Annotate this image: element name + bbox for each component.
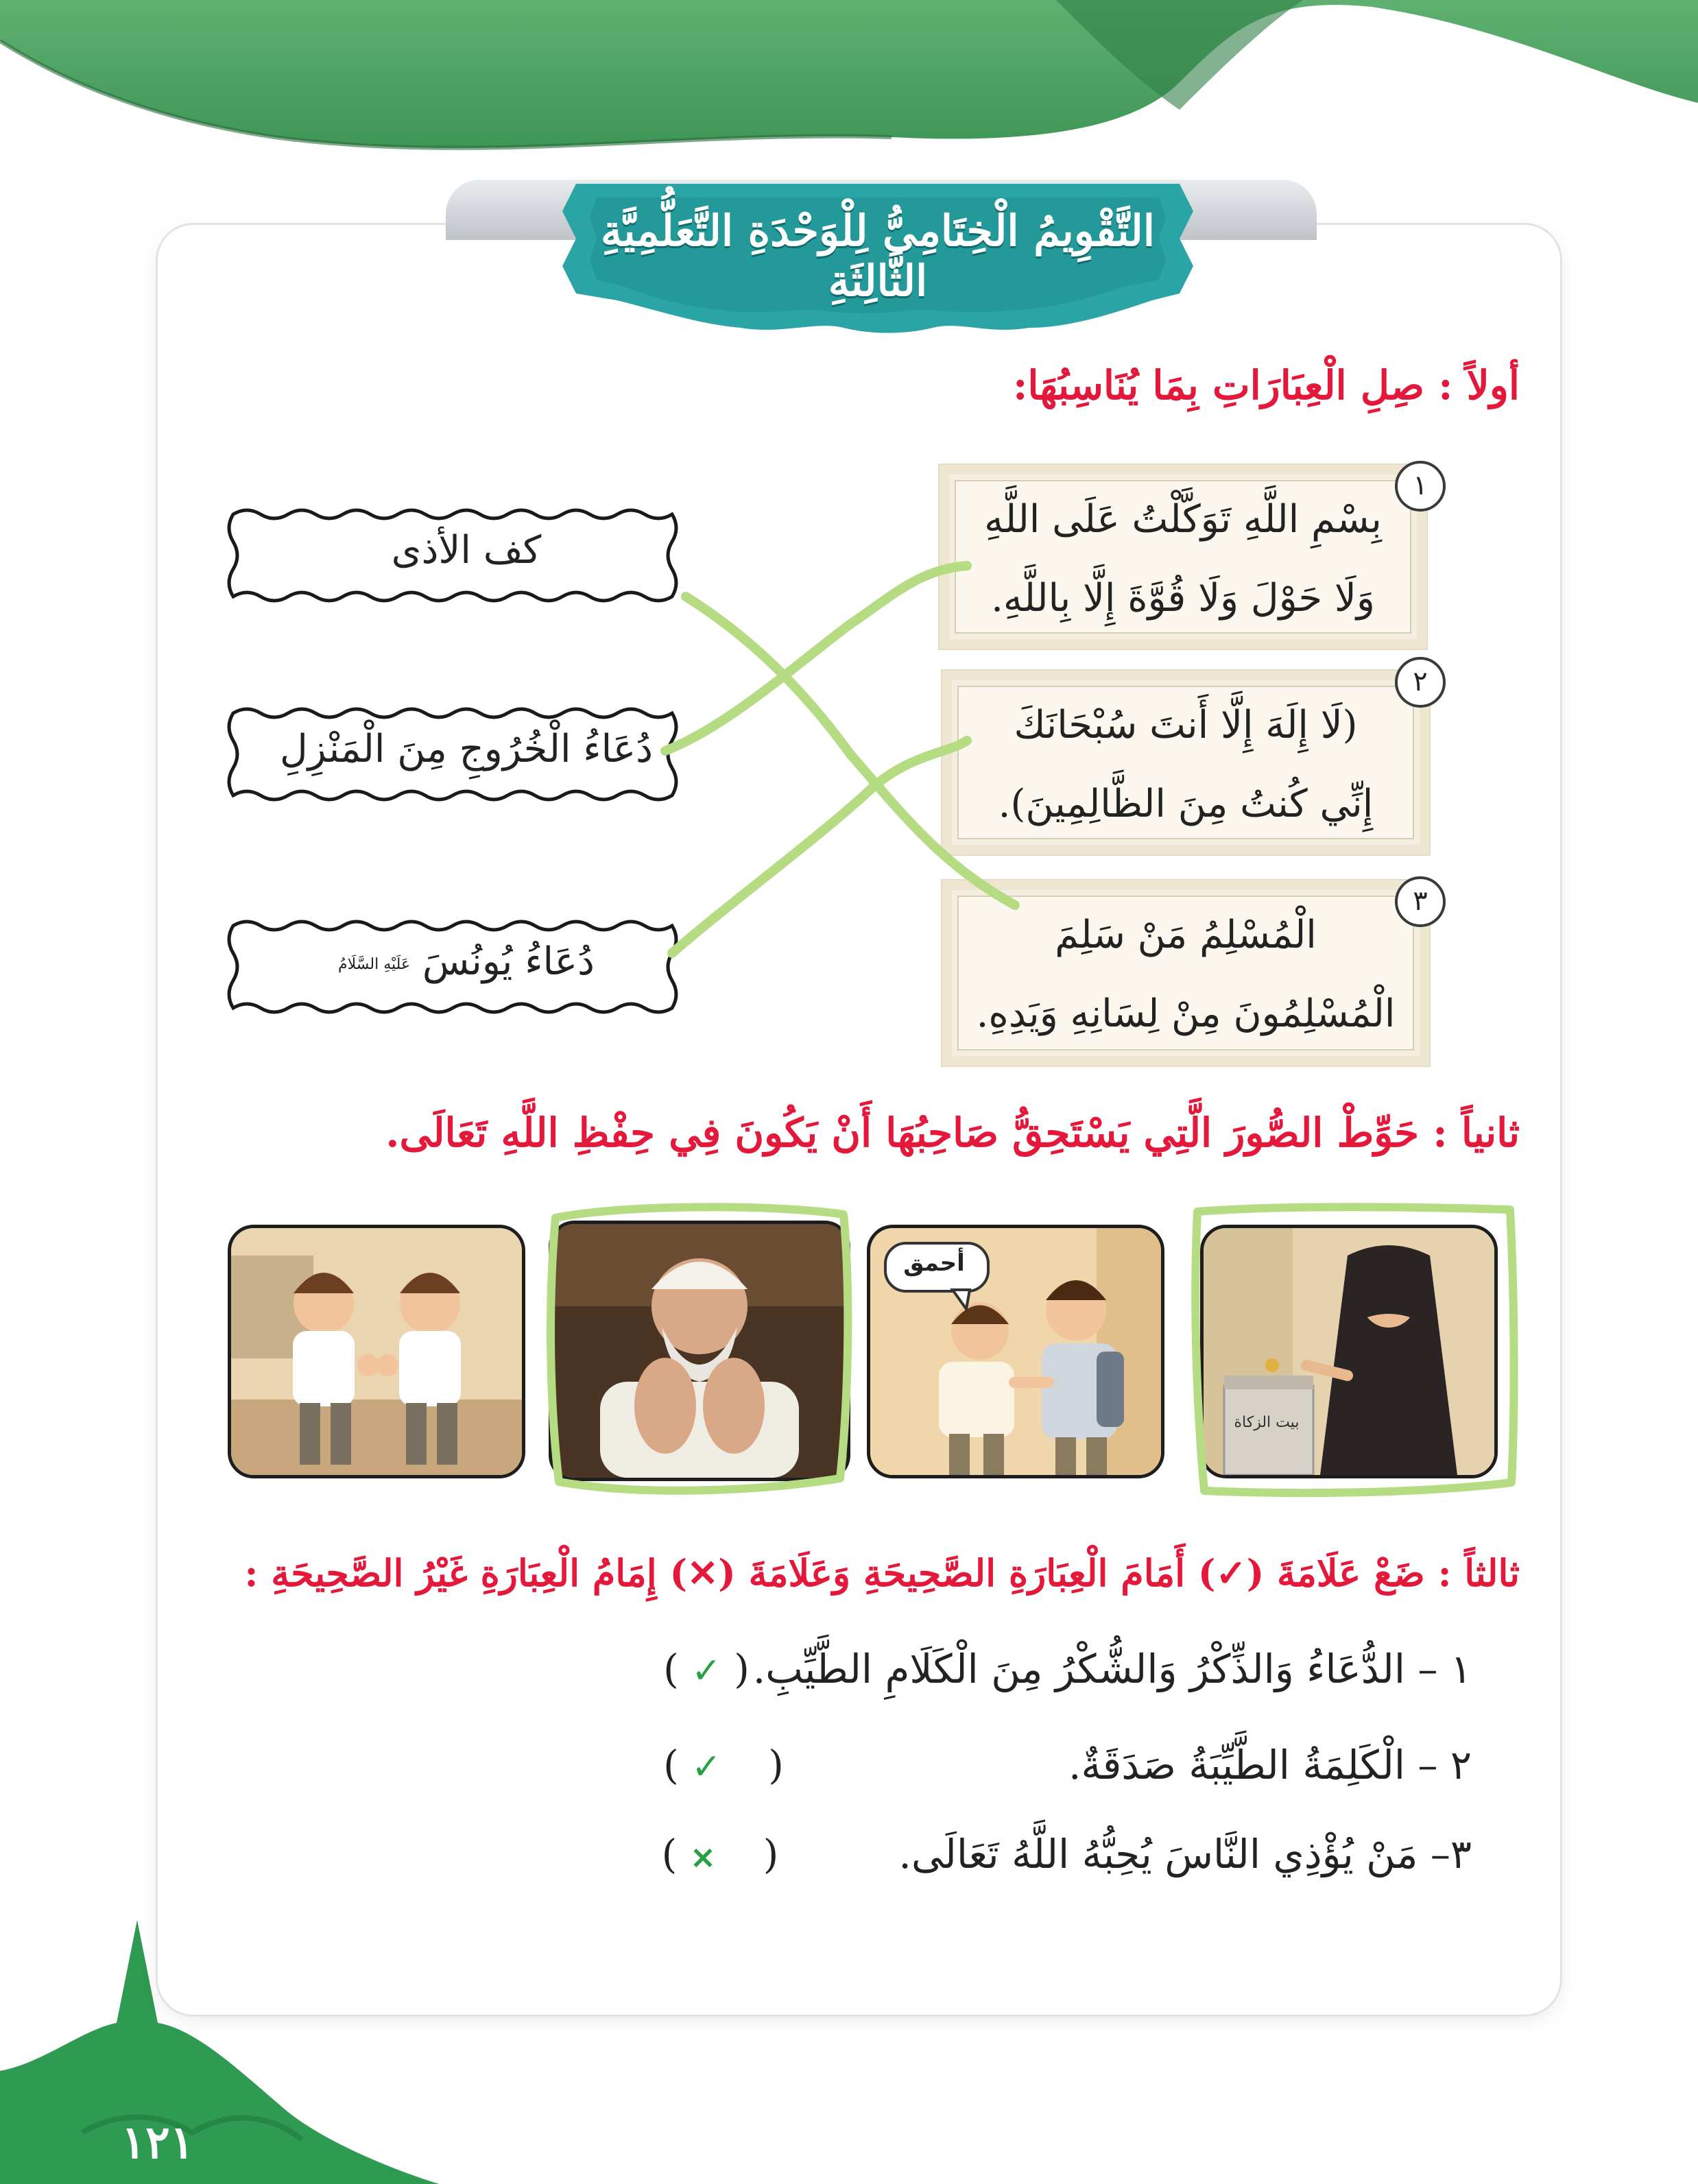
check-mark-1: ✓ xyxy=(691,1651,721,1692)
answer-1-text: كف الأذى xyxy=(391,528,542,573)
phrase-2-line-2: إِنِّي كُنتُ مِنَ الظَّالِمِينَ). xyxy=(998,782,1374,826)
phrase-3-line-2: الْمُسْلِمُونَ مِنْ لِسَانِهِ وَيَدِهِ. xyxy=(976,992,1396,1036)
paren-open-3: ( xyxy=(661,1831,678,1877)
answer-2-text: دُعَاءُ الْخُرُوجِ مِنَ الْمَنْزِلِ xyxy=(279,727,654,771)
honorific-calligraphy: عَلَيْهِ السَّلَامُ xyxy=(338,956,411,973)
answer-slot-1[interactable] xyxy=(662,1646,751,1692)
phrase-1-line-2: وَلَا حَوْلَ وَلَا قُوَّةَ إِلَّا بِاللَّهِ. xyxy=(991,576,1375,621)
circle-mark-man-praying xyxy=(528,1190,871,1506)
top-decor-wave xyxy=(0,0,1698,178)
page-number: ١٢١ xyxy=(121,2115,195,2169)
answer-slot-2[interactable] xyxy=(662,1742,785,1788)
zakat-box-label: بيت الزكاة xyxy=(1234,1414,1300,1431)
speech-bubble-text: أحمق xyxy=(903,1249,965,1277)
paren-open-2: ( xyxy=(663,1742,679,1788)
answer-slot-3[interactable] xyxy=(655,1831,785,1877)
page-title: التَّقْوِيمُ الْخِتَامِيُّ لِلْوَحْدَةِ التَّعَلُّمِيَّةِ الثَّالِثَةِ xyxy=(601,206,1155,306)
phrase-2-number: ٢ xyxy=(1395,657,1446,708)
answer-connection-lines xyxy=(645,549,1042,974)
answer-3-box xyxy=(233,939,699,984)
check-mark-2: ✓ xyxy=(691,1747,721,1788)
phrase-3-line-1: الْمُسْلِمُ مَنْ سَلِمَ xyxy=(1055,913,1317,957)
boys-fighting-illustration xyxy=(231,1228,522,1475)
section-2-title: ثانياً : حَوِّطْ الصُّورَ الَّتِي يَسْتَحِقُّ صَاحِبُهَا أَنْ يَكُونَ فِي حِفْظِ اللَّهِ تَعَالَى. xyxy=(385,1109,1520,1156)
phrase-1-number: ١ xyxy=(1395,461,1446,512)
x-mark-3: × xyxy=(689,1838,717,1875)
paren-close-3: ) xyxy=(763,1831,779,1877)
section-1-title: أولاً : صِلِ الْعِبَارَاتِ بِمَا يُنَاسِبُهَا: xyxy=(1013,362,1520,409)
paren-close-1: ) xyxy=(734,1646,750,1692)
paren-close-2: ) xyxy=(768,1742,784,1788)
statement-3: ٣– مَنْ يُؤْذِي النَّاسَ يُحِبُّهُ اللَّهُ تَعَالَى. xyxy=(898,1831,1472,1877)
boys-fighting-image[interactable] xyxy=(228,1225,525,1478)
line-phrase1-to-answer2 xyxy=(665,566,967,751)
circle-mark-woman-zakat xyxy=(1177,1195,1528,1504)
section-3-title: ثالثاً : ضَعْ عَلَامَةَ (✓) أَمَامَ الْعِبَارَةِ الصَّحِيحَةِ وَعَلَامَةَ (✕) إِمَامُ الْعِبَارَةِ غَيْرُ الصَّحِيحَةِ : xyxy=(244,1551,1520,1595)
answer-3-text: دُعَاءُ يُونُسَ xyxy=(422,939,595,984)
phrase-2-line-1: (لَا إِلَهَ إِلَّا أَنتَ سُبْحَانَكَ xyxy=(1014,703,1358,747)
paren-open-1: ( xyxy=(663,1646,679,1692)
phrase-1-line-1: بِسْمِ اللَّهِ تَوَكَّلْتُ عَلَى اللَّهِ xyxy=(984,497,1382,542)
phrase-3-number: ٣ xyxy=(1395,876,1446,927)
statement-2: ٢ – الْكَلِمَةُ الطَّيِّبَةُ صَدَقَةٌ. xyxy=(1068,1742,1472,1788)
line-phrase2-to-answer3 xyxy=(672,741,967,953)
line-phrase3-to-answer1 xyxy=(686,597,1015,905)
statement-1: ١ – الدُّعَاءُ وَالذِّكْرُ وَالشُّكْرُ مِنَ الْكَلَامِ الطَّيِّبِ. xyxy=(752,1646,1472,1692)
